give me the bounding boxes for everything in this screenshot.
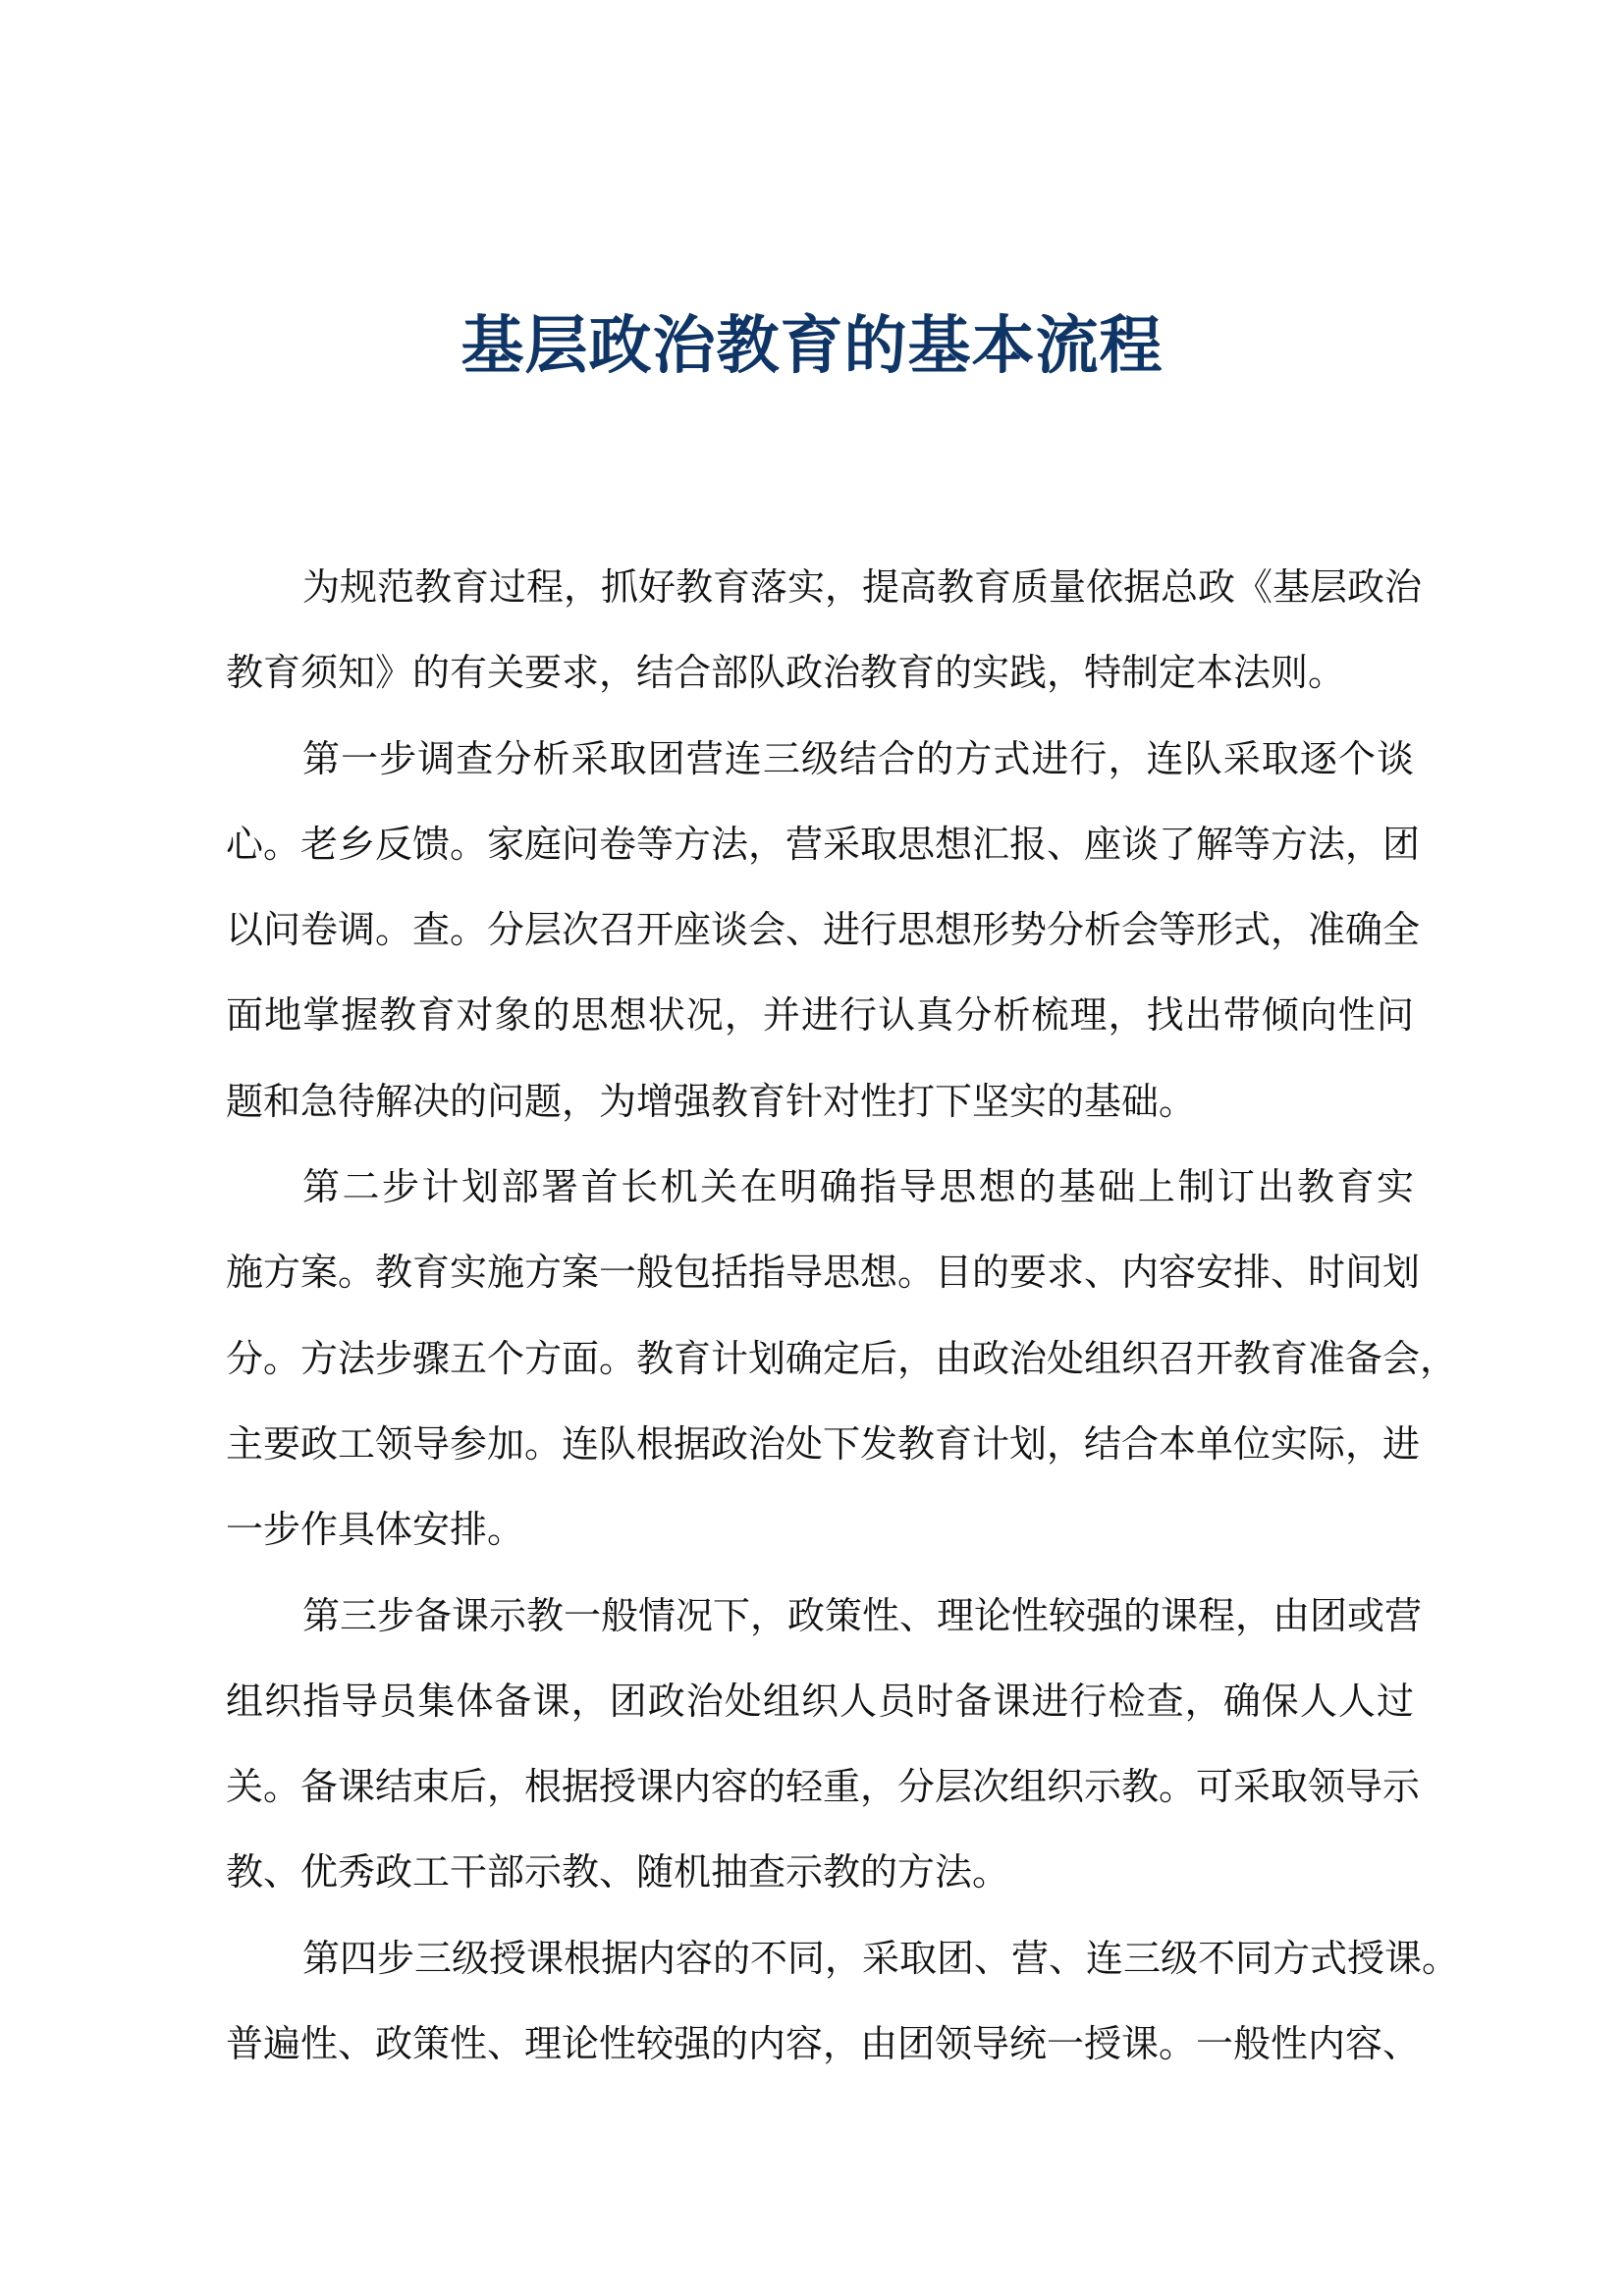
text-line: 组织指导员集体备课，团政治处组织人员时备课进行检查，确保人人过 — [226, 1679, 1414, 1723]
text-line: 题和急待解决的问题，为增强教育针对性打下坚实的基础。 — [226, 1079, 1197, 1123]
text-line: 施方案。教育实施方案一般包括指导思想。目的要求、内容安排、时间划 — [226, 1251, 1421, 1295]
text-line: 第四步三级授课根据内容的不同，采取团、营、连三级不同方式授课。 — [302, 1936, 1460, 1980]
text-line: 关。备课结束后，根据授课内容的轻重，分层次组织示教。可采取领导示 — [226, 1765, 1421, 1809]
paragraph — [226, 1916, 1460, 2088]
text-line: 主要政工领导参加。连队根据政治处下发教育计划，结合本单位实际，进 — [226, 1421, 1421, 1466]
paragraph — [226, 717, 1421, 1145]
text-line: 普遍性、政策性、理论性较强的内容，由团领导统一授课。一般性内容、 — [226, 2022, 1421, 2066]
text-line: 以问卷调。查。分层次召开座谈会、进行思想形势分析会等形式，准确全 — [226, 908, 1421, 952]
text-line: 面地掌握教育对象的思想状况，并进行认真分析梳理，找出带倾向性问 — [226, 993, 1414, 1038]
document-title: 基层政治教育的基本流程 — [460, 310, 1164, 383]
text-line: 分。方法步骤五个方面。教育计划确定后，由政治处组织召开教育准备会， — [226, 1336, 1458, 1380]
text-line: 教、优秀政工干部示教、随机抽查示教的方法。 — [226, 1850, 1010, 1895]
text-line: 一步作具体安排。 — [226, 1508, 525, 1552]
text-line: 第二步计划部署首长机关在明确指导思想的基础上制订出教育实 — [302, 1165, 1414, 1209]
text-line: 教育须知》的有关要求，结合部队政治教育的实践，特制定本法则。 — [226, 651, 1346, 695]
text-line: 第三步备课示教一般情况下，政策性、理论性较强的课程，由团或营 — [302, 1593, 1423, 1637]
paragraph — [226, 1574, 1423, 1916]
document-body — [226, 545, 1460, 2087]
paragraph — [226, 1145, 1458, 1573]
text-line: 第一步调查分析采取团营连三级结合的方式进行，连队采取逐个谈 — [302, 736, 1414, 780]
text-line: 为规范教育过程，抓好教育落实，提高教育质量依据总政《基层政治 — [302, 565, 1423, 609]
paragraph — [226, 545, 1423, 717]
text-line: 心。老乡反馈。家庭问卷等方法，营采取思想汇报、座谈了解等方法，团 — [226, 822, 1421, 866]
